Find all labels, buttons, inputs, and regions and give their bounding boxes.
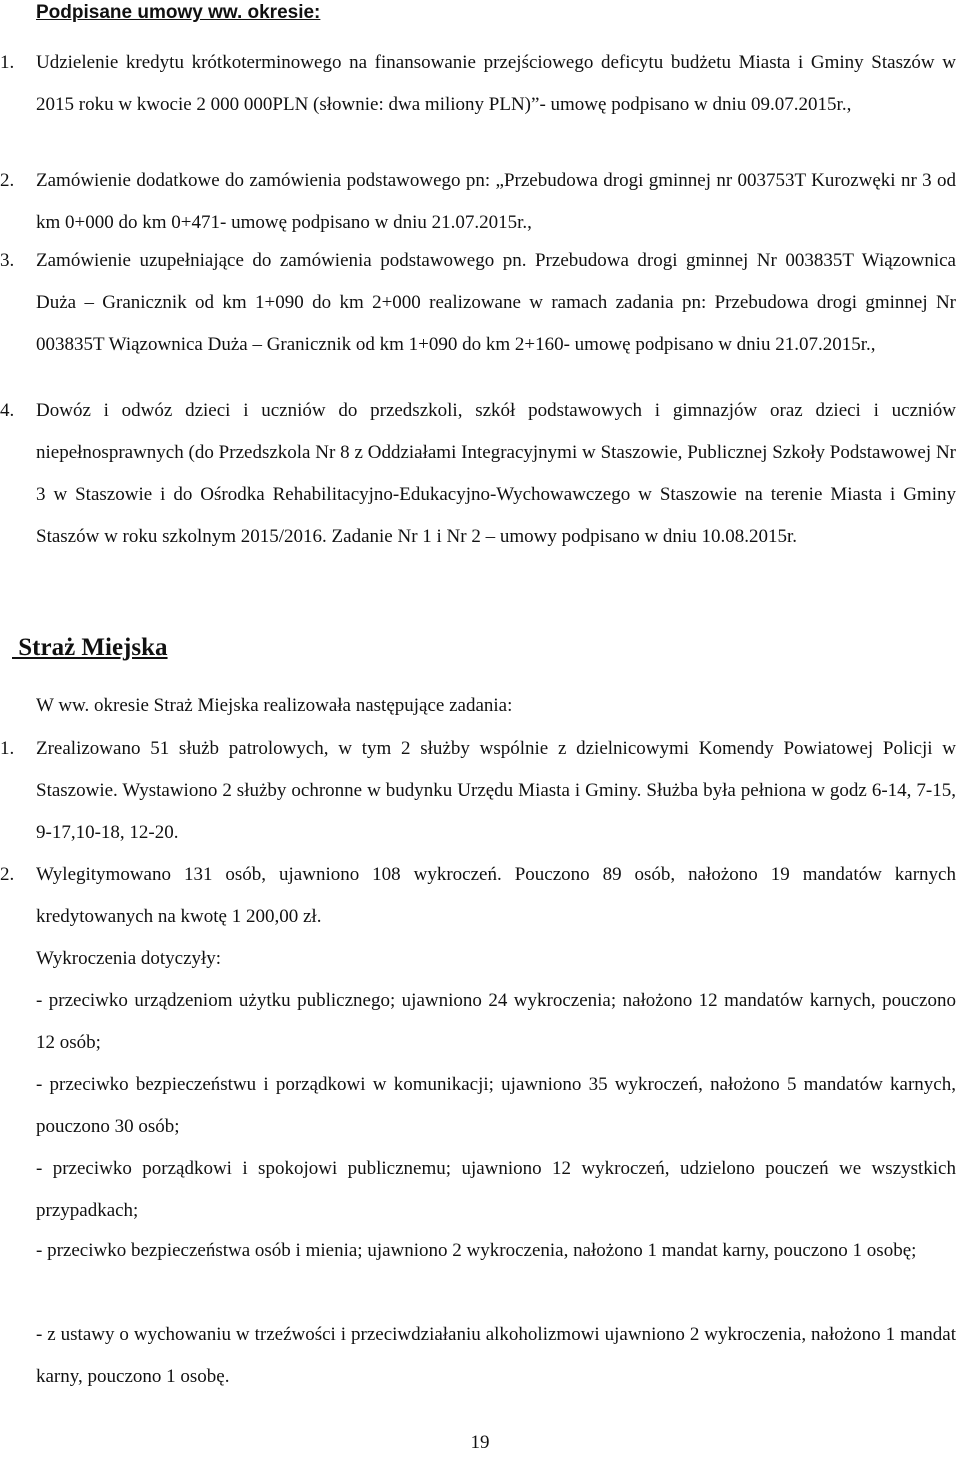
offence-item: - przeciwko porządkowi i spokojowi publicznemu; ujawniono 12 wykroczeń, udzielono pouczeń we wszystkich przypadkach; — [36, 1158, 956, 1221]
contract-item-3 — [0, 240, 958, 366]
contract-text: Dowóz i odwóz dzieci i uczniów do przedszkoli, szkół podstawowych i gimnazjów oraz dzieci i uczniów niepełnosprawnych (do Przedszkola Nr 8 z Oddziałami Integracyjnymi w Staszowie, Publicznej Szkoły Podstawowej Nr 3 w Staszowie i do Ośrodka Rehabilitacyjno-Edukacyjno-Wychowawczego w Staszowie na terenie Miasta i Gminy Staszów w roku szkolnym 2015/2016. Zadanie Nr 1 i Nr 2 – umowy podpisano w dniu 10.08.2015r. — [36, 400, 956, 547]
section-title: Straż Miejska — [12, 634, 168, 661]
contract-item-2 — [0, 160, 958, 244]
task-item-2 — [0, 854, 958, 938]
contract-item-1 — [0, 42, 958, 126]
offence-item: - przeciwko urządzeniom użytku publicznego; ujawniono 24 wykroczenia; nałożono 12 mandatów karnych, pouczono 12 osób; — [36, 990, 956, 1053]
section-intro: W ww. okresie Straż Miejska realizowała następujące zadania: — [36, 695, 513, 716]
offence-item: - przeciwko bezpieczeństwa osób i mienia; ujawniono 2 wykroczenia, nałożono 1 mandat karny, pouczono 1 osobę; — [36, 1240, 917, 1261]
contract-item-4 — [0, 390, 958, 558]
page-number: 19 — [470, 1432, 490, 1453]
contract-text: Zamówienie dodatkowe do zamówienia podstawowego pn: „Przebudowa drogi gminnej nr 003753T Kurozwęki nr 3 od km 0+000 do km 0+471- umowę podpisano w dniu 21.07.2015r., — [36, 170, 956, 233]
offence-item: - przeciwko bezpieczeństwu i porządkowi w komunikacji; ujawniono 35 wykroczeń, nałożono 5 mandatów karnych, pouczono 30 osób; — [36, 1074, 956, 1137]
offence-item: - z ustawy o wychowaniu w trzeźwości i przeciwdziałaniu alkoholizmowi ujawniono 2 wykroczenia, nałożono 1 mandat karny, pouczono 1 osobę. — [36, 1324, 956, 1387]
contract-text: Udzielenie kredytu krótkoterminowego na finansowanie przejściowego deficytu budżetu Miasta i Gminy Staszów w 2015 roku w kwocie 2 000 000PLN (słownie: dwa miliony PLN)”- umowę podpisano w dniu 09.07.2015r., — [36, 52, 956, 115]
contract-number: 2. — [0, 170, 15, 191]
contract-number: 3. — [0, 250, 15, 271]
task-item-1 — [0, 728, 958, 854]
contracts-heading: Podpisane umowy ww. okresie: — [36, 2, 321, 23]
task-number: 2. — [0, 864, 15, 885]
contract-text: Zamówienie uzupełniające do zamówienia podstawowego pn. Przebudowa drogi gminnej Nr 003835T Wiązownica Duża – Granicznik od km 1+090 do km 2+000 realizowane w ramach zadania pn: Przebudowa drogi gminnej Nr 003835T Wiązownica Duża – Granicznik od km 1+090 do km 2+160- umowę podpisano w dniu 21.07.2015r., — [36, 250, 956, 355]
task-text: Wylegitymowano 131 osób, ujawniono 108 wykroczeń. Pouczono 89 osób, nałożono 19 mandatów karnych kredytowanych na kwotę 1 200,00 zł. — [36, 864, 956, 927]
contract-number: 1. — [0, 52, 15, 73]
contract-number: 4. — [0, 400, 15, 421]
offences-heading: Wykroczenia dotyczyły: — [36, 948, 222, 969]
task-number: 1. — [0, 738, 15, 759]
task-text: Zrealizowano 51 służb patrolowych, w tym 2 służby wspólnie z dzielnicowymi Komendy Powiatowej Policji w Staszowie. Wystawiono 2 służby ochronne w budynku Urzędu Miasta i Gminy. Służba była pełniona w godz 6-14, 7-15, 9-17,10-18, 12-20. — [36, 738, 956, 843]
